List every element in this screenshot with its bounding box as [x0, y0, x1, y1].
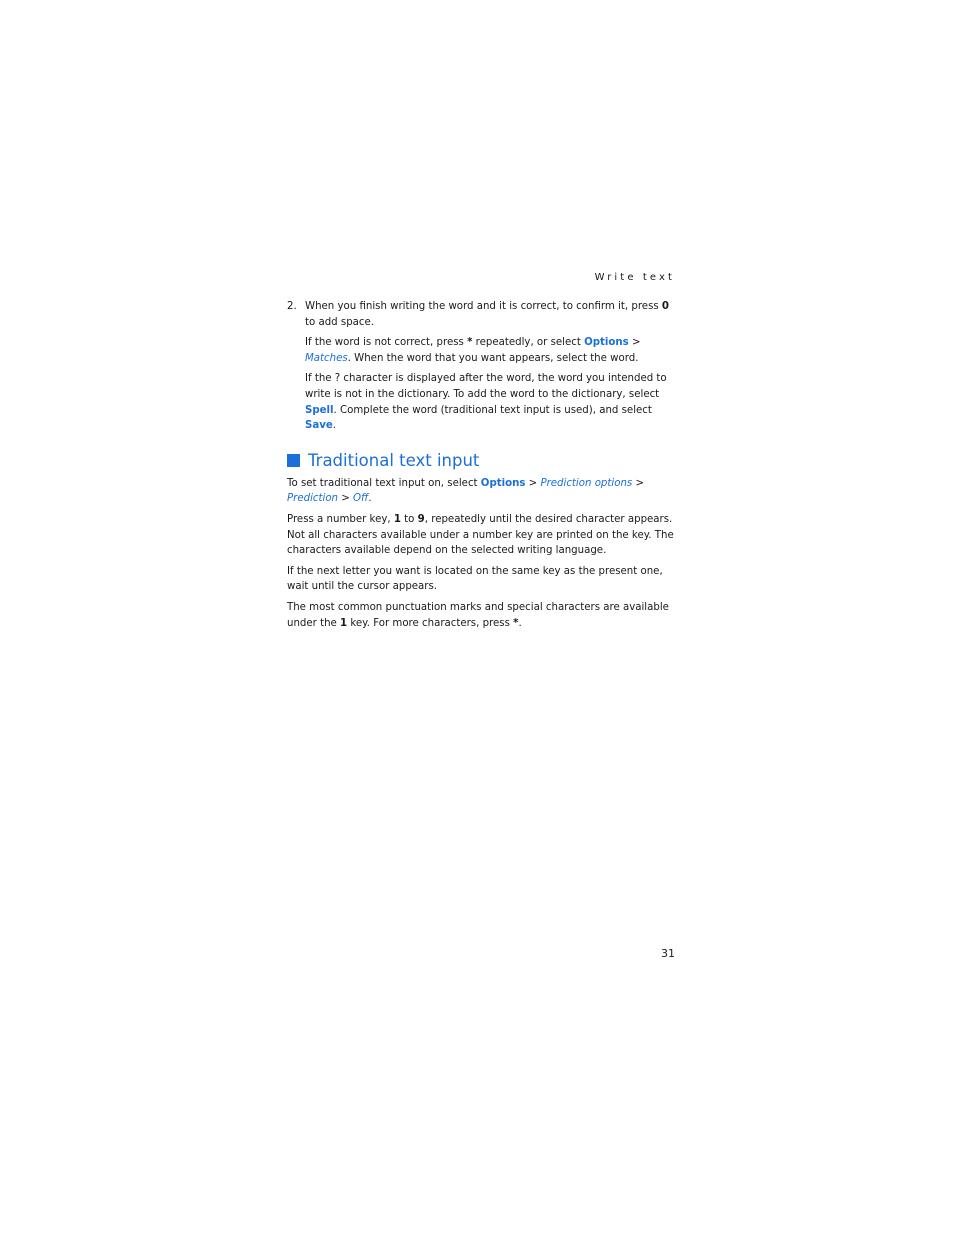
- text-run: >: [338, 493, 354, 505]
- square-bullet-icon: [287, 454, 300, 467]
- step-2-paragraph: [305, 299, 679, 330]
- menu-off: Off: [353, 493, 369, 505]
- key-9: 9: [417, 513, 425, 525]
- key-1: 1: [393, 513, 401, 525]
- running-header: Write text: [594, 272, 675, 283]
- text-run: .: [368, 493, 372, 505]
- key-1: 1: [340, 617, 348, 629]
- text-run: , repeatedly until the desired character appears. Not all characters available under a number key are printed on the key. The characters available depend on the selected writing language.: [287, 513, 674, 557]
- text-run: >: [632, 477, 644, 489]
- text-run: to: [400, 513, 418, 525]
- text-run: to add space.: [305, 316, 375, 328]
- text-run: >: [628, 337, 641, 349]
- menu-save: Save: [305, 420, 333, 432]
- key-star: *: [467, 337, 473, 349]
- text-run: >: [525, 477, 541, 489]
- same-key-paragraph: [287, 564, 679, 595]
- punctuation-paragraph: [287, 600, 679, 631]
- text-run: . Complete the word (traditional text input is used), and select: [333, 404, 652, 416]
- menu-options: Options: [480, 477, 526, 489]
- key-0: 0: [661, 301, 670, 312]
- menu-prediction: Prediction: [287, 493, 339, 505]
- step-number: 2.: [287, 301, 297, 312]
- text-run: .: [332, 420, 337, 432]
- menu-options: Options: [584, 337, 629, 349]
- traditional-input-paragraph: [287, 476, 679, 507]
- menu-prediction-options: Prediction options: [540, 477, 633, 489]
- section-heading: [287, 450, 679, 472]
- page-number: 31: [661, 947, 675, 960]
- menu-matches: Matches: [305, 352, 348, 364]
- text-run: When you finish writing the word and it is correct, to confirm it, press: [305, 301, 662, 312]
- section-title: Traditional text input: [308, 450, 480, 470]
- text-run: If the ? character is displayed after the word, the word you intended to write is not in the dictionary. To add the word to the dictionary, select: [305, 373, 667, 400]
- text-run: The most common punctuation marks and special characters are available under the: [287, 601, 669, 629]
- text-run: . When the word that you want appears, select the word.: [347, 352, 639, 364]
- text-run: To set traditional text input on, select: [287, 477, 481, 489]
- number-key-paragraph: [287, 512, 679, 559]
- page-content: [287, 299, 679, 631]
- key-star: *: [513, 617, 519, 629]
- word-incorrect-paragraph: [305, 335, 679, 366]
- text-run: If the word is not correct, press: [305, 337, 468, 349]
- text-run: key. For more characters, press: [347, 617, 514, 629]
- text-run: .: [518, 617, 522, 629]
- text-run: Press a number key,: [287, 513, 394, 525]
- menu-spell: Spell: [305, 404, 334, 416]
- list-item-step-2: [287, 299, 679, 434]
- text-run: repeatedly, or select: [472, 337, 585, 349]
- text-run: If the next letter you want is located on the same key as the present one, wait until the cursor appears.: [287, 565, 663, 593]
- question-mark-paragraph: [305, 371, 679, 433]
